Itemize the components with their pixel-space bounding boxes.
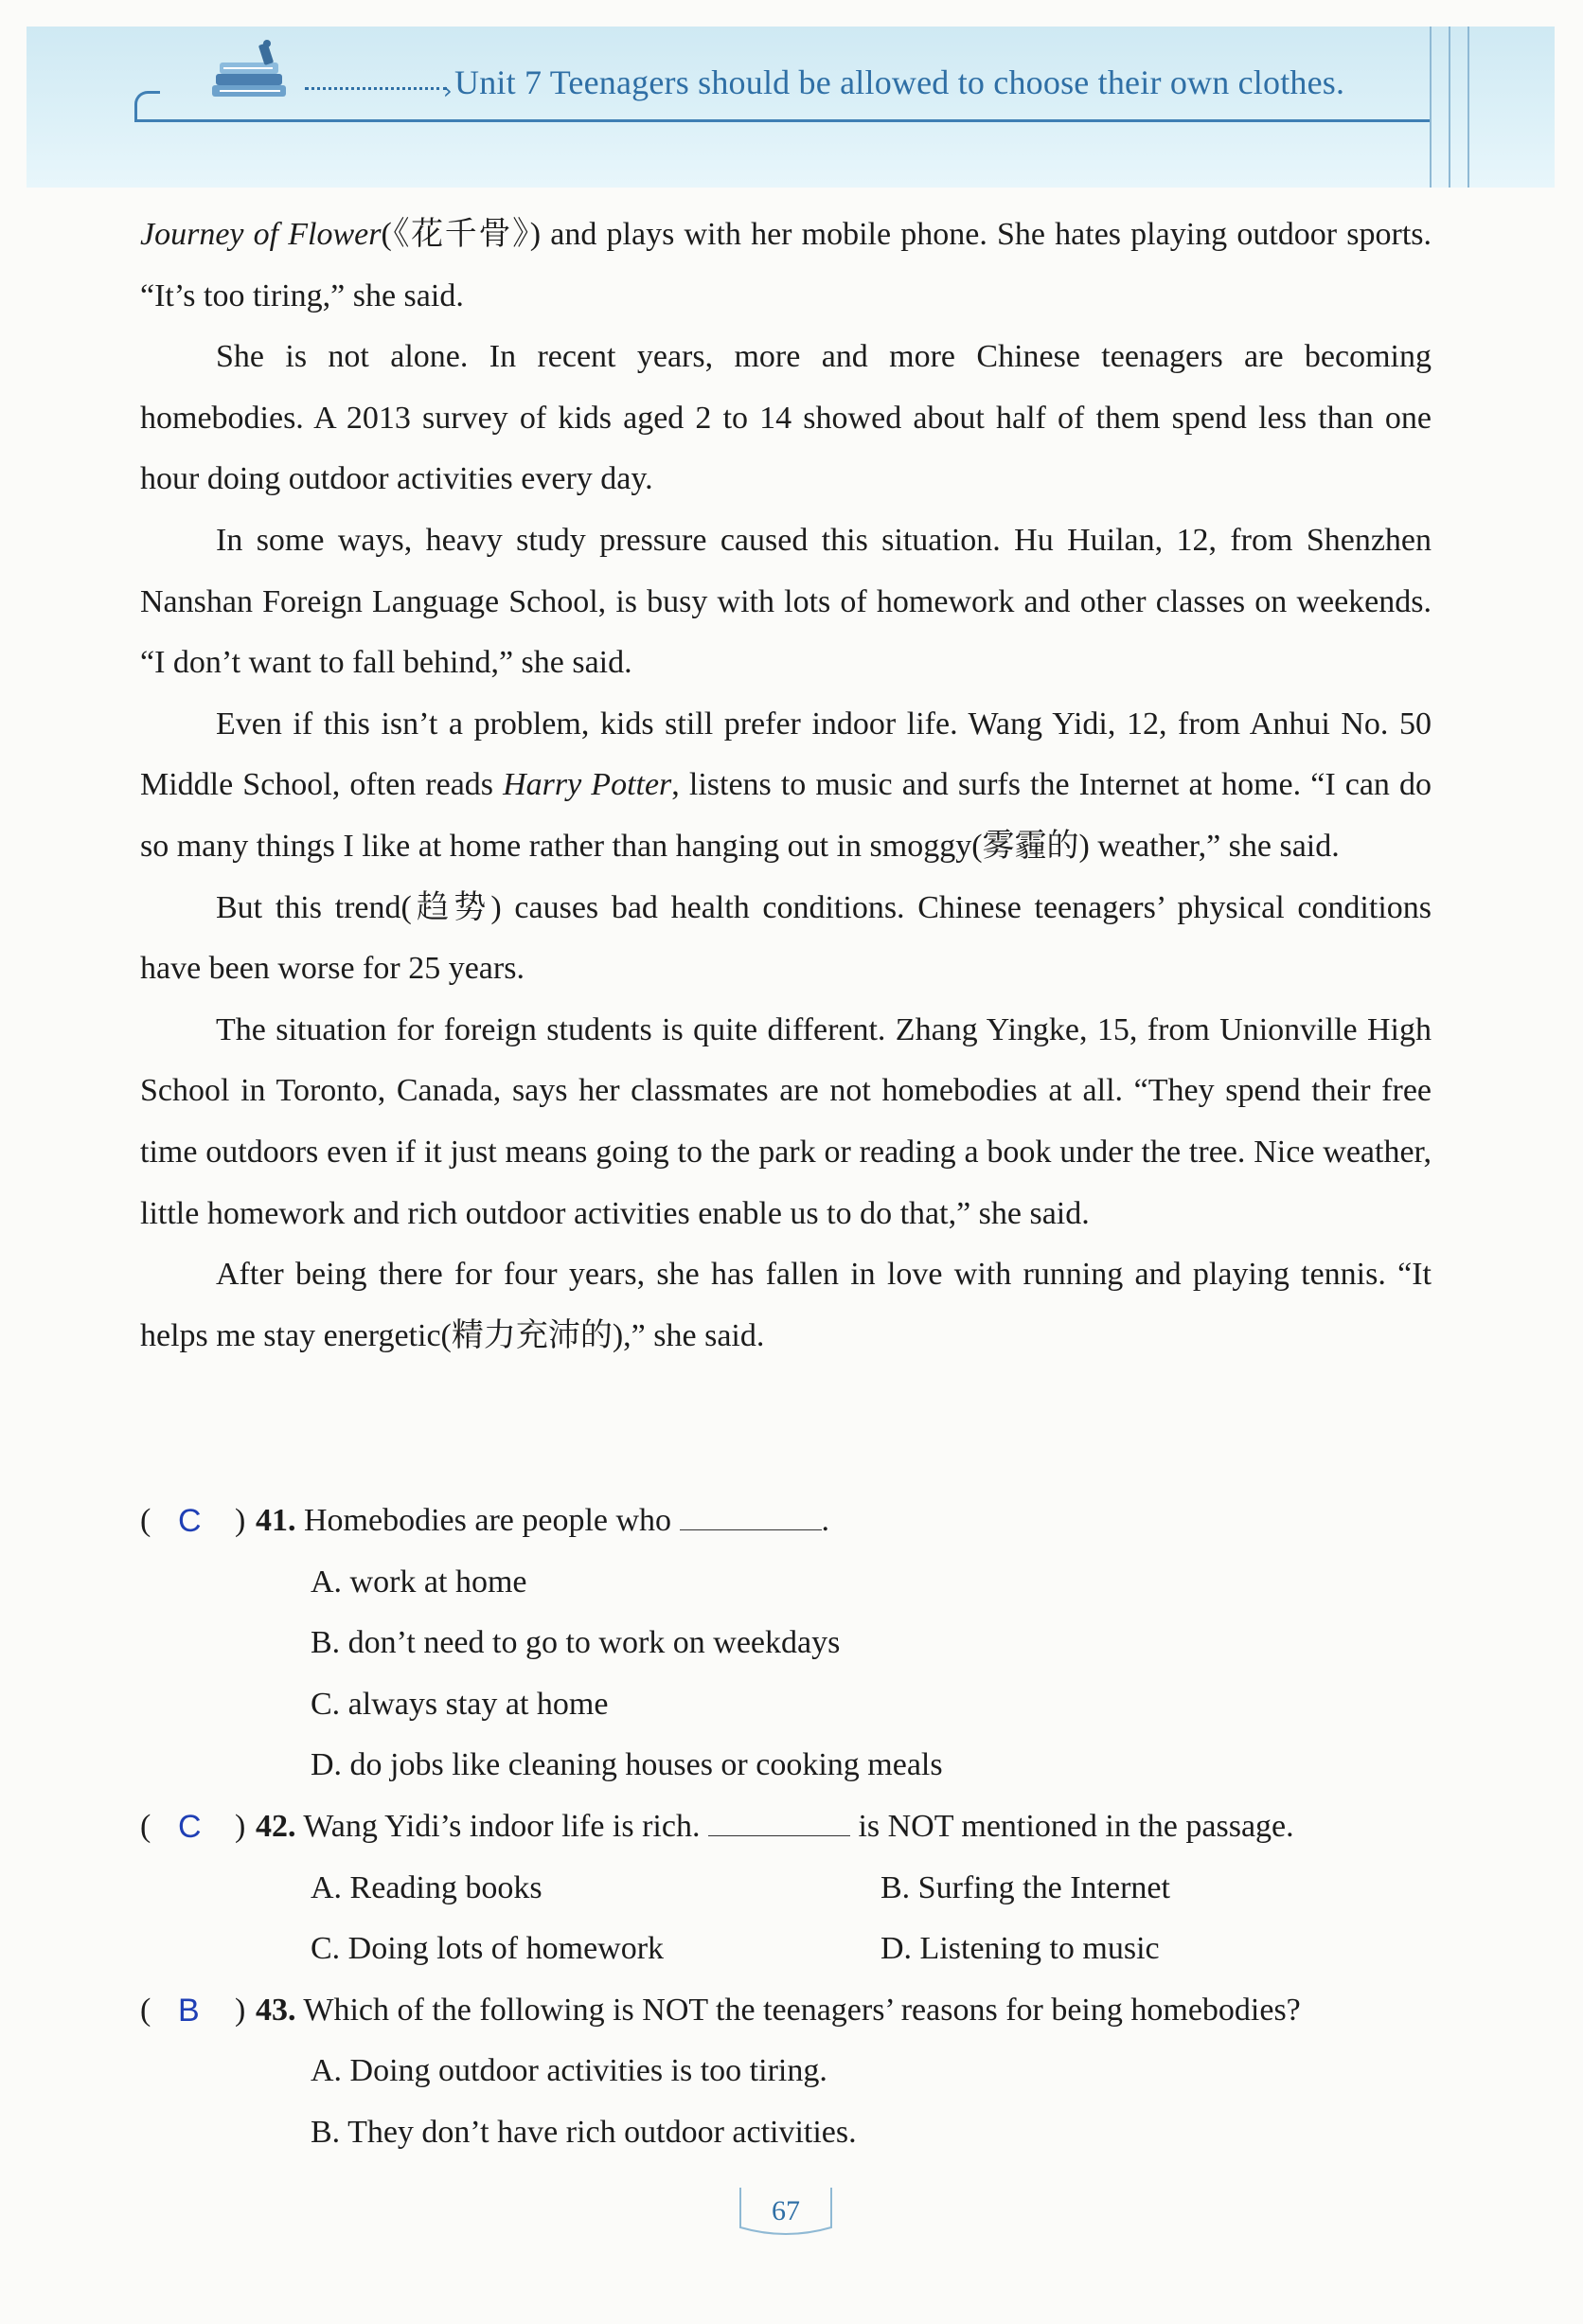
option-a: A. Doing outdoor activities is too tiring. [311,2053,827,2089]
header-dotted-line [305,87,447,90]
answer-mark: C [178,1503,202,1539]
header-bracket [134,91,160,122]
unit-title: Unit 7 Teenagers should be allowed to choose their own clothes. [454,63,1345,101]
answer-paren-open: ( [140,1503,151,1538]
header-divider [1449,27,1450,188]
header-rule [134,119,1430,122]
option-c: C. Doing lots of homework [311,1931,665,1967]
passage-paragraph: In some ways, heavy study pressure caused this situation. Hu Huilan, 12, from Shenzhen Nanshan Foreign Language School, is busy with lots of homework and other classes on weekends. “I don’t want to fall behind,” she said. [140,522,1432,681]
answer-paren-open: ( [140,1992,151,2028]
question-41 [140,1491,1447,1552]
question-stem [256,1491,829,1552]
passage-paragraph [140,205,1432,327]
passage-paragraph: After being there for four years, she has fallen in love with running and playing tennis. “It helps me stay energetic(精力充沛的),” she said. [140,1257,1432,1353]
option-row [140,1858,1447,1920]
books-icon [206,36,301,112]
question-42 [140,1797,1447,1858]
reading-passage [140,205,1432,1367]
question-number: 42. [256,1808,296,1844]
book-title: Journey of Flower [140,217,382,252]
passage-paragraph: The situation for foreign students is quite different. Zhang Yingke, 15, from Unionville High School in Toronto, Canada, says her classmates are not homebodies at all. “They spend their free time outdoors even if it just means going to the park or reading a book under the tree. Nice weather, little homework and rich outdoor activities enable us to do that,” she said. [140,1011,1432,1231]
question-43 [140,1980,1447,2042]
option-row [140,1613,1447,1674]
passage-paragraph [140,694,1432,878]
stem-text: is NOT mentioned in the passage. [849,1808,1294,1844]
stem-text: Homebodies are people who [304,1503,680,1538]
answer-paren-open: ( [140,1808,151,1844]
option-a: A. Reading books [311,1869,542,1905]
option-c: C. always stay at home [311,1686,609,1722]
page-number: 67 [772,2195,800,2226]
question-number: 43. [256,1992,296,2028]
answer-blank[interactable] [680,1507,822,1530]
question-stem [256,1797,1294,1858]
option-row [140,1674,1447,1736]
option-row [140,1735,1447,1797]
paragraph-text: , listens to music and surfs the Internet at home. “I can do so many things I like at home rather than hanging out in smoggy(雾霾的) weather,” she said. [140,767,1432,864]
paragraph-text: (《花千骨》) and plays with her mobile phone. She hates playing outdoor sports. “It’s too tiring,” she said. [140,217,1432,313]
answer-blank[interactable] [708,1813,850,1836]
option-row [140,2041,1447,2102]
option-a: A. work at home [311,1564,527,1600]
paragraph-text: Even if this isn’t a problem, kids still prefer indoor life. Wang Yidi, 12, from Anhui No. 50 Middle School, often reads [140,706,1432,803]
header-divider [1430,27,1432,188]
question-number: 41. [256,1503,296,1538]
answer-mark: B [178,1992,200,2029]
answer-paren-close: ) [235,1503,246,1538]
option-row [140,2102,1447,2164]
header-divider [1467,27,1469,188]
stem-text: . [821,1503,830,1538]
passage-paragraph: She is not alone. In recent years, more and more Chinese teenagers are becoming homebodies. A 2013 survey of kids aged 2 to 14 showed about half of them spend less than one hour doing outdoor activities every day. [140,339,1432,497]
question-stem [256,1980,1301,2042]
answer-mark: C [178,1808,202,1845]
option-row [140,1552,1447,1614]
option-b: B. don’t need to go to work on weekdays [311,1625,841,1661]
stem-text: Wang Yidi’s indoor life is rich. [303,1808,708,1844]
answer-paren-close: ) [235,1808,246,1844]
option-d: D. do jobs like cleaning houses or cooking meals [311,1747,943,1783]
option-b: B. They don’t have rich outdoor activities. [311,2114,857,2150]
stem-text: Which of the following is NOT the teenagers’ reasons for being homebodies? [303,1992,1301,2028]
passage-paragraph: But this trend(趋势) causes bad health conditions. Chinese teenagers’ physical conditions have been worse for 25 years. [140,889,1432,987]
answer-paren-close: ) [235,1992,246,2028]
question-list [140,1491,1447,2164]
option-d: D. Listening to music [880,1931,1160,1967]
book-title: Harry Potter [503,767,672,803]
option-row [140,1919,1447,1980]
arrow-icon: › [443,78,453,104]
option-b: B. Surfing the Internet [880,1869,1170,1905]
